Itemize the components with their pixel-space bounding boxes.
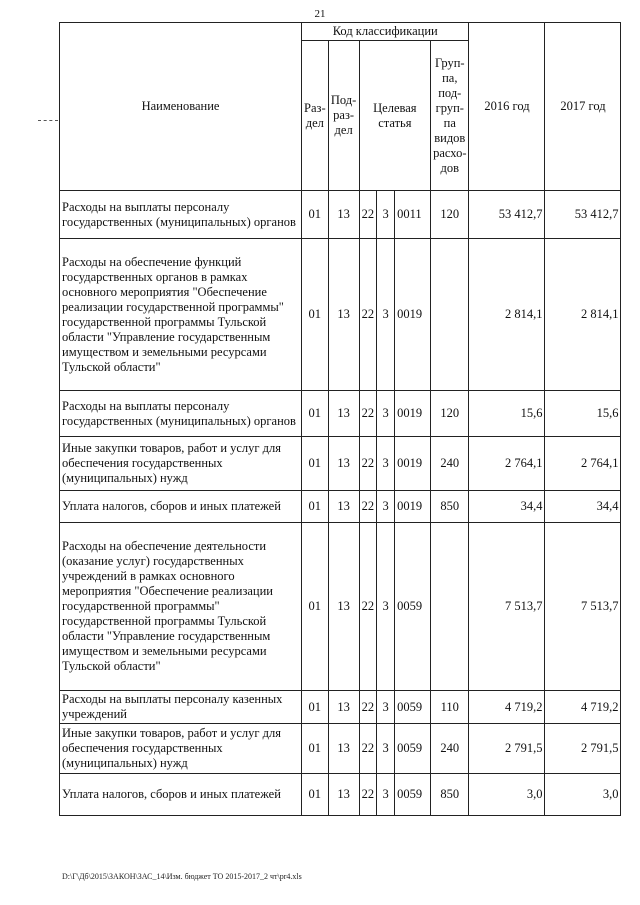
row-cs-direction: 0019 [395,491,431,523]
row-amount-2016: 7 513,7 [469,523,545,691]
row-cs-direction: 0019 [395,437,431,491]
row-cs-program: 22 [359,523,377,691]
row-razdel: 01 [302,523,329,691]
row-podrazdel: 13 [328,774,359,816]
table-row [60,239,621,391]
row-cs-subprogram: 3 [377,239,395,391]
row-razdel: 01 [302,724,329,774]
row-razdel: 01 [302,437,329,491]
table-row [60,523,621,691]
row-cs-subprogram: 3 [377,691,395,724]
row-cs-program: 22 [359,437,377,491]
row-cs-subprogram: 3 [377,774,395,816]
row-podrazdel: 13 [328,437,359,491]
row-cs-direction: 0019 [395,239,431,391]
row-name: Расходы на выплаты персоналу казенных учреждений [60,691,302,724]
row-cs-direction: 0011 [395,191,431,239]
budget-table [59,22,621,816]
table-row [60,191,621,239]
row-cs-program: 22 [359,691,377,724]
row-cs-direction: 0059 [395,724,431,774]
row-name: Расходы на выплаты персоналу государственных (муниципальных) органов [60,391,302,437]
row-amount-2017: 7 513,7 [545,523,621,691]
header-code-group: Код классификации [302,23,469,41]
header-subsection: Под- раз- дел [328,41,359,191]
row-name: Уплата налогов, сборов и иных платежей [60,774,302,816]
row-cs-direction: 0059 [395,691,431,724]
row-cs-program: 22 [359,191,377,239]
row-cs-direction: 0019 [395,391,431,437]
row-name: Уплата налогов, сборов и иных платежей [60,491,302,523]
table-row [60,437,621,491]
row-razdel: 01 [302,691,329,724]
header-year-2016: 2016 год [469,23,545,191]
row-amount-2016: 53 412,7 [469,191,545,239]
row-amount-2016: 15,6 [469,391,545,437]
row-amount-2016: 2 764,1 [469,437,545,491]
row-amount-2016: 2 791,5 [469,724,545,774]
row-cs-program: 22 [359,724,377,774]
row-cs-subprogram: 3 [377,437,395,491]
margin-mark [38,120,58,122]
row-amount-2017: 34,4 [545,491,621,523]
page-number: 21 [314,8,326,20]
row-razdel: 01 [302,391,329,437]
row-podrazdel: 13 [328,239,359,391]
header-name: Наименование [60,23,302,191]
table-row [60,391,621,437]
row-amount-2016: 2 814,1 [469,239,545,391]
table-row [60,491,621,523]
row-podrazdel: 13 [328,691,359,724]
row-expense-type: 240 [431,437,469,491]
row-amount-2016: 3,0 [469,774,545,816]
row-expense-type: 120 [431,391,469,437]
row-name: Расходы на выплаты персоналу государственных (муниципальных) органов [60,191,302,239]
row-name: Иные закупки товаров, работ и услуг для обеспечения государственных (муниципальных) нужд [60,437,302,491]
row-cs-subprogram: 3 [377,523,395,691]
row-cs-direction: 0059 [395,523,431,691]
row-cs-program: 22 [359,491,377,523]
row-name: Расходы на обеспечение деятельности (оказание услуг) государственных учреждений в рамках основного мероприятия "Обеспечение реализации государственной программы" государственной программы Тульской области "Управление государственным имуществом и земельными ресурсами Тульской области" [60,523,302,691]
row-amount-2017: 15,6 [545,391,621,437]
table-row [60,724,621,774]
row-cs-direction: 0059 [395,774,431,816]
header-expense-type-group: Груп- па, под- груп- па видов расхо- дов [431,41,469,191]
row-expense-type: 850 [431,491,469,523]
row-expense-type [431,523,469,691]
row-podrazdel: 13 [328,191,359,239]
row-razdel: 01 [302,191,329,239]
row-cs-subprogram: 3 [377,391,395,437]
row-amount-2017: 2 764,1 [545,437,621,491]
table-row [60,691,621,724]
row-amount-2017: 3,0 [545,774,621,816]
row-podrazdel: 13 [328,724,359,774]
row-amount-2017: 4 719,2 [545,691,621,724]
row-expense-type [431,239,469,391]
row-amount-2017: 2 814,1 [545,239,621,391]
row-razdel: 01 [302,239,329,391]
row-expense-type: 120 [431,191,469,239]
row-cs-program: 22 [359,391,377,437]
row-razdel: 01 [302,491,329,523]
row-podrazdel: 13 [328,523,359,691]
row-expense-type: 850 [431,774,469,816]
row-podrazdel: 13 [328,391,359,437]
row-name: Иные закупки товаров, работ и услуг для обеспечения государственных (муниципальных) нужд [60,724,302,774]
header-section: Раз- дел [302,41,329,191]
row-podrazdel: 13 [328,491,359,523]
row-cs-subprogram: 3 [377,191,395,239]
row-cs-subprogram: 3 [377,491,395,523]
header-year-2017: 2017 год [545,23,621,191]
table-row [60,774,621,816]
row-amount-2017: 2 791,5 [545,724,621,774]
row-amount-2016: 34,4 [469,491,545,523]
row-name: Расходы на обеспечение функций государственных органов в рамках основного мероприятия "Обеспечение реализации государственной программы" государственной программы Тульской области "Управление государственным имуществом и земельными ресурсами Тульской области" [60,239,302,391]
row-amount-2017: 53 412,7 [545,191,621,239]
footer-file-path: D:\Г\Дб\2015\ЗАКОН\ЗАС_14\Изм. бюджет ТО 2015-2017_2 чт\pr4.xls [62,872,302,881]
row-expense-type: 240 [431,724,469,774]
row-cs-program: 22 [359,774,377,816]
row-cs-subprogram: 3 [377,724,395,774]
row-razdel: 01 [302,774,329,816]
row-amount-2016: 4 719,2 [469,691,545,724]
row-cs-program: 22 [359,239,377,391]
header-target-article: Целевая статья [359,41,431,191]
row-expense-type: 110 [431,691,469,724]
